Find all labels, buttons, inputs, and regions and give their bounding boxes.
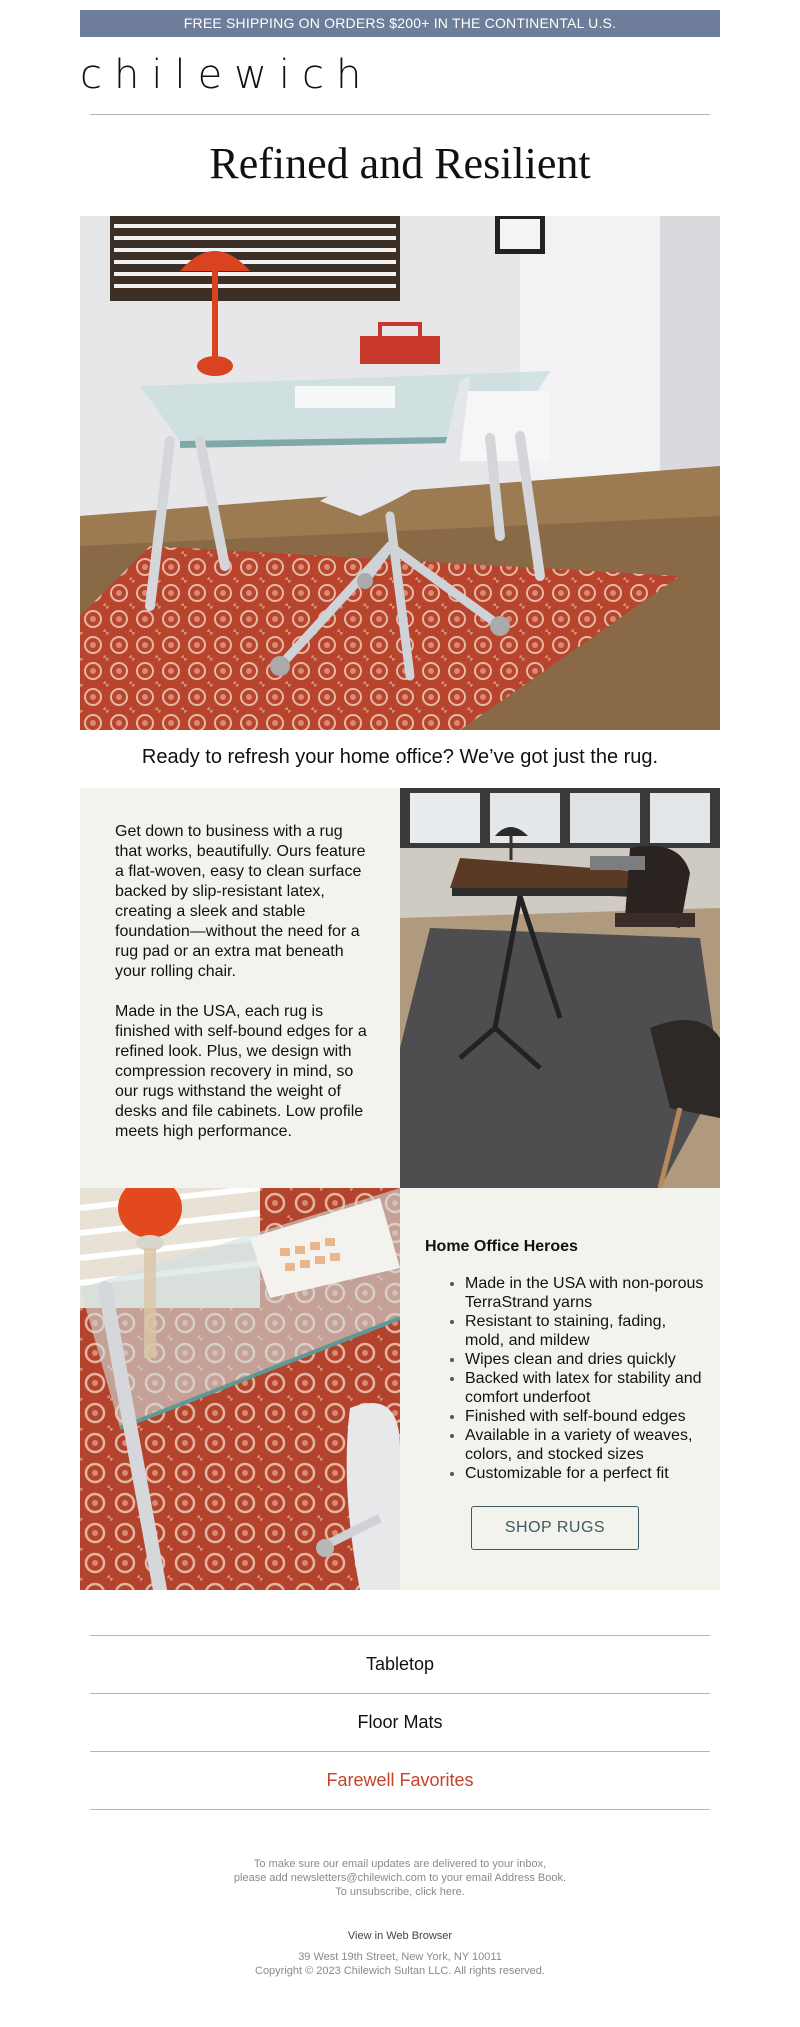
footer-copyright: Copyright © 2023 Chilewich Sultan LLC. All rights reserved. (255, 1965, 545, 1977)
list-item: • Made in the USA with non-porous TerraStrand yarns (465, 1274, 705, 1312)
list-item: • Resistant to staining, fading, mold, and mildew (465, 1312, 705, 1350)
list-item: • Customizable for a perfect fit (465, 1464, 705, 1483)
intro-paragraph-2: Made in the USA, each rug is finished with self-bound edges for a refined look. Plus, we design with compression recovery in mind, so our rugs withstand the weight of desks and file cabinets. Low profile meets high performance. (115, 1003, 367, 1140)
office-image[interactable] (400, 788, 720, 1188)
footer-note-line-1: To make sure our email updates are delivered to your inbox, (253, 1858, 547, 1870)
unsubscribe-link[interactable]: To unsubscribe, click here. (335, 1886, 465, 1898)
intro-paragraph-1: Get down to business with a rug that works, beautifully. Ours feature a flat-woven, easy to clean surface backed by slip-resistant latex, creating a sleek and stable foundation—without the need for a rug pad or an extra mat beneath your rolling chair. (115, 823, 366, 980)
list-item: • Backed with latex for stability and comfort underfoot (465, 1369, 705, 1407)
brand-logo[interactable]: chilewich (80, 52, 374, 98)
heroes-list (447, 1274, 705, 1483)
nav-divider (90, 1693, 710, 1694)
heroes-title: Home Office Heroes (425, 1238, 578, 1255)
nav-link-farewell-favorites[interactable]: Farewell Favorites (326, 1770, 474, 1790)
list-item: • Available in a variety of weaves, colors, and stocked sizes (465, 1426, 705, 1464)
nav-divider (90, 1635, 710, 1636)
web-browser-link[interactable]: View in Web Browser (347, 1930, 453, 1942)
hero-image[interactable] (80, 216, 720, 730)
nav-link-floor-mats[interactable]: Floor Mats (357, 1712, 443, 1732)
hero-headline: Refined and Resilient (209, 139, 591, 188)
section-subhead: Ready to refresh your home office? We’ve got just the rug. (141, 746, 659, 768)
detail-image[interactable] (80, 1188, 400, 1590)
shop-rugs-button[interactable]: SHOP RUGS (471, 1506, 639, 1550)
nav-divider (90, 1751, 710, 1752)
nav-link-tabletop[interactable]: Tabletop (365, 1654, 435, 1674)
nav-divider (90, 1809, 710, 1810)
list-item: • Finished with self-bound edges (465, 1407, 705, 1426)
footer-address: 39 West 19th Street, New York, NY 10011 (298, 1951, 502, 1963)
shipping-banner[interactable]: FREE SHIPPING ON ORDERS $200+ IN THE CONTINENTAL U.S. (80, 10, 720, 37)
footer-note-line-2: please add newsletters@chilewich.com to your email Address Book. (233, 1872, 567, 1884)
intro-text (115, 822, 370, 1162)
header-divider (90, 114, 710, 115)
list-item: • Wipes clean and dries quickly (465, 1350, 705, 1369)
